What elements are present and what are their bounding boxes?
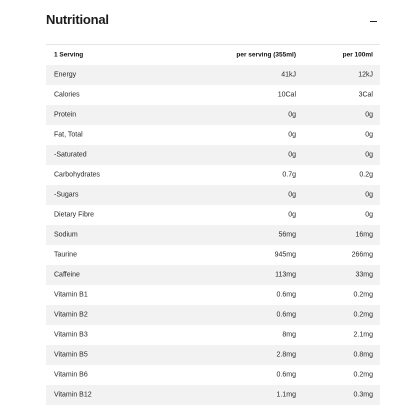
per-serving-value: 113mg bbox=[275, 271, 296, 279]
nutrient-name: Vitamin B1 bbox=[54, 291, 88, 299]
per-serving-value: 2.8mg bbox=[276, 351, 296, 359]
per-100ml-value: 0.2mg bbox=[353, 311, 373, 319]
nutrient-name: Vitamin B2 bbox=[54, 311, 88, 319]
per-100ml-value: 16mg bbox=[355, 231, 373, 239]
table-row bbox=[46, 245, 380, 265]
nutrient-name: -Saturated bbox=[54, 151, 87, 159]
nutrient-name: -Sugars bbox=[54, 191, 79, 199]
table-row bbox=[46, 285, 380, 305]
per-serving-value: 41kJ bbox=[281, 71, 296, 79]
nutrient-name: Energy bbox=[54, 71, 77, 79]
table-row bbox=[46, 105, 380, 125]
nutrient-name: Caffeine bbox=[54, 271, 80, 279]
per-serving-value: 0.7g bbox=[282, 171, 296, 179]
table-row bbox=[46, 85, 380, 105]
per-100ml-value: 0g bbox=[365, 131, 373, 139]
table-row bbox=[46, 225, 380, 245]
per-serving-value: 0g bbox=[288, 111, 296, 119]
per-serving-value: 0g bbox=[288, 131, 296, 139]
per-100ml-value: 0.2g bbox=[359, 171, 373, 179]
table-row bbox=[46, 345, 380, 365]
per-100ml-value: 266mg bbox=[351, 251, 373, 259]
per-100ml-value: 3Cal bbox=[358, 91, 373, 99]
per-serving-value: 0.6mg bbox=[276, 311, 296, 319]
per-serving-value: 1.1mg bbox=[276, 391, 296, 399]
table-row bbox=[46, 265, 380, 285]
per-serving-value: 56mg bbox=[278, 231, 296, 239]
table-row bbox=[46, 185, 380, 205]
per-100ml-value: 2.1mg bbox=[353, 331, 373, 339]
per-100ml-value: 0.2mg bbox=[353, 291, 373, 299]
nutrient-name: Sodium bbox=[54, 231, 78, 239]
column-header-serving: 1 Serving bbox=[54, 51, 84, 59]
table-row bbox=[46, 325, 380, 345]
nutrient-name: Calories bbox=[54, 91, 80, 99]
nutrient-name: Vitamin B12 bbox=[54, 391, 92, 399]
per-100ml-value: 0g bbox=[365, 151, 373, 159]
minus-icon[interactable] bbox=[370, 16, 380, 26]
nutrient-name: Dietary Fibre bbox=[54, 211, 95, 219]
per-100ml-value: 0g bbox=[365, 211, 373, 219]
nutrient-name: Protein bbox=[54, 111, 77, 119]
per-100ml-value: 0.2mg bbox=[353, 371, 373, 379]
table-row bbox=[46, 125, 380, 145]
nutrient-name: Vitamin B5 bbox=[54, 351, 88, 359]
per-serving-value: 0g bbox=[288, 151, 296, 159]
per-serving-value: 10Cal bbox=[277, 91, 296, 99]
table-row bbox=[46, 305, 380, 325]
per-serving-value: 0g bbox=[288, 191, 296, 199]
table-row bbox=[46, 165, 380, 185]
per-serving-value: 0.6mg bbox=[276, 291, 296, 299]
per-100ml-value: 0.8mg bbox=[353, 351, 373, 359]
column-header-per-serving: per serving (355ml) bbox=[236, 51, 296, 59]
per-100ml-value: 0g bbox=[365, 191, 373, 199]
nutrient-name: Fat, Total bbox=[54, 131, 83, 139]
table-row bbox=[46, 385, 380, 405]
table-row bbox=[46, 205, 380, 225]
nutrition-table bbox=[46, 44, 380, 405]
table-row bbox=[46, 65, 380, 85]
table-header-row bbox=[46, 45, 380, 65]
per-100ml-value: 12kJ bbox=[358, 71, 373, 79]
nutrition-header[interactable] bbox=[46, 12, 380, 32]
table-body bbox=[46, 65, 380, 405]
nutrient-name: Vitamin B3 bbox=[54, 331, 88, 339]
per-serving-value: 0.6mg bbox=[276, 371, 296, 379]
per-serving-value: 8mg bbox=[282, 331, 296, 339]
per-100ml-value: 0.3mg bbox=[353, 391, 373, 399]
column-header-per-100ml: per 100ml bbox=[342, 51, 373, 59]
nutrient-name: Carbohydrates bbox=[54, 171, 100, 179]
table-row bbox=[46, 365, 380, 385]
nutrient-name: Taurine bbox=[54, 251, 77, 259]
section-title: Nutritional bbox=[46, 12, 109, 27]
table-row bbox=[46, 145, 380, 165]
nutrient-name: Vitamin B6 bbox=[54, 371, 88, 379]
per-serving-value: 0g bbox=[288, 211, 296, 219]
per-100ml-value: 0g bbox=[365, 111, 373, 119]
per-100ml-value: 33mg bbox=[355, 271, 373, 279]
per-serving-value: 945mg bbox=[274, 251, 296, 259]
